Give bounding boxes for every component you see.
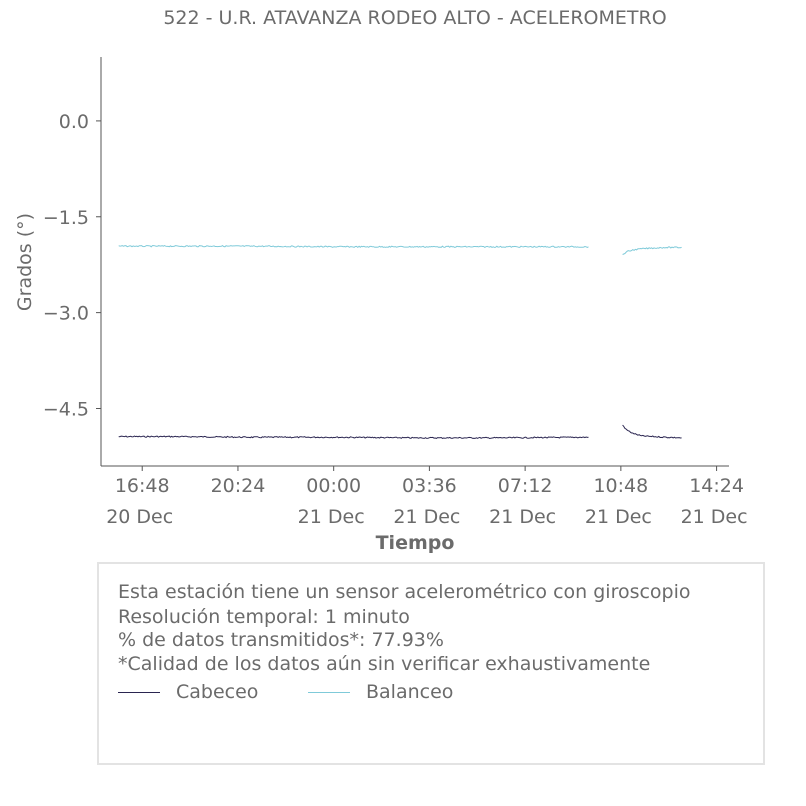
- x-tick-time-label: 07:12: [497, 475, 553, 497]
- y-tick-label: −4.5: [42, 398, 89, 421]
- x-tick-time-label: 14:24: [689, 475, 744, 497]
- x-tick-time-label: 00:00: [306, 475, 362, 497]
- legend-label-balanceo: Balanceo: [366, 681, 454, 703]
- x-tick-time-label: 20:24: [210, 475, 266, 497]
- chart-title: 522 - U.R. ATAVANZA RODEO ALTO - ACELEROMETRO: [163, 7, 667, 29]
- x-tick-time-label: 16:48: [114, 475, 170, 497]
- legend-label-cabeceo: Cabeceo: [176, 681, 259, 703]
- x-tick-date-label: 21 Dec: [584, 506, 652, 528]
- series-line-cabeceo-segment-1: [119, 436, 589, 438]
- y-tick-label: 0.0: [58, 110, 89, 133]
- x-tick-date-label: 21 Dec: [393, 506, 461, 528]
- y-axis-label: Grados (°): [14, 212, 36, 312]
- series-line-balanceo-segment-1: [119, 246, 589, 248]
- y-tick-label: −1.5: [42, 206, 89, 229]
- x-tick-date-label: 21 Dec: [297, 506, 365, 528]
- x-tick-date-label: 20 Dec: [106, 506, 174, 528]
- series-line-balanceo-segment-2: [623, 247, 682, 255]
- legend-line-balanceo: [308, 692, 350, 693]
- info-resolution-text: Resolución temporal: 1 minuto: [118, 606, 410, 628]
- x-axis-label: Tiempo: [375, 532, 455, 554]
- info-quality-note: *Calidad de los datos aún sin verificar exhaustivamente: [118, 653, 651, 675]
- legend-line-cabeceo: [118, 692, 160, 693]
- y-tick-label: −3.0: [42, 302, 89, 325]
- x-tick-date-label: 21 Dec: [680, 506, 748, 528]
- info-transmitted-text: % de datos transmitidos*: 77.93%: [118, 629, 444, 651]
- x-tick-time-label: 03:36: [402, 475, 457, 497]
- x-tick-date-label: 21 Dec: [489, 506, 557, 528]
- series-line-cabeceo-segment-2: [623, 425, 682, 438]
- x-tick-time-label: 10:48: [593, 475, 649, 497]
- info-sensor-text: Esta estación tiene un sensor acelerométrico con giroscopio: [118, 581, 691, 603]
